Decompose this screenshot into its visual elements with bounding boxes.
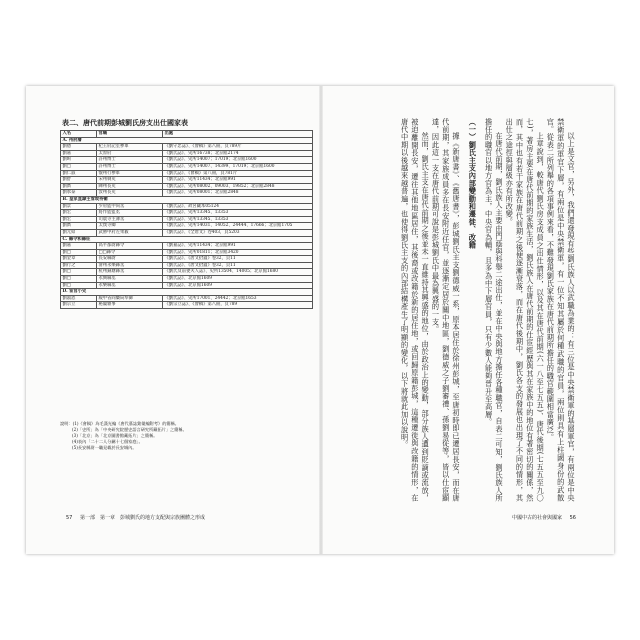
table-row <box>61 262 313 269</box>
cell-source: 《劉氏誌》、史所14031、14052、24444、17666；北京館1705 <box>163 223 313 230</box>
cell-office: 永樂縣丞 <box>97 282 163 289</box>
right-page-number: 56 <box>569 515 576 521</box>
table-body <box>61 137 313 308</box>
cell-office: 少府監中尚丞 <box>97 203 163 210</box>
cell-name: 劉昫 <box>61 157 97 164</box>
cell-source: 《劉守忠誌》、《會稿》第八冊，頁789片 <box>163 144 313 151</box>
cell-source: 《劉氏誌》、史所13345、13353 <box>163 210 313 217</box>
cell-office: 將作監監丞 <box>97 210 163 217</box>
table-row <box>61 190 313 197</box>
left-page-footer <box>60 514 205 521</box>
note-line: 說明：(1)《會稿》為毛漢光編《唐代墓誌銘彙編附考》的簡稱。 <box>60 421 179 426</box>
cell-source: 《劉氏及前妻夫人誌》、史所13504、14005；北京館1680 <box>163 269 313 276</box>
table-row <box>61 249 313 256</box>
note-line: (5)長安縣尉一職見載於長安城內。 <box>72 445 137 450</box>
cell-office: 殿中省尚藥局奉御 <box>97 295 163 302</box>
cell-source: 《劉氏誌》、故宮藏本05124 <box>163 203 313 210</box>
cell-source: 《劉氏誌》、北京館1609 <box>163 282 313 289</box>
cell-name: 劉景 <box>61 203 97 210</box>
body-paragraph: 據《新唐書》、《舊唐書》，彭城劉氏主支劉德威一系，原本居住於徐州彭城，至唐初時即已遷居長安，而在唐代前期，其家族成員多在長安附近任官，並逐漸定居於關中地區，劉德威之子劉審禮、孫劉易從等，皆以仕宦顯達，因此這一支在唐代前期可說是彭城劉氏中最為興盛的一支。 <box>431 118 462 502</box>
table-row <box>61 256 313 263</box>
cell-name: 劉濟 <box>61 183 97 190</box>
body-paragraph: 在唐代前期，劉氏族人主要由門蔭與科舉二途出仕，並在中央與地方擔任各種職官，自表二可知，劉氏族人所擔任的職官以地方官為主，中央官為輔，且多為中下層官員，只有少數人能夠晉升至高層。 <box>484 118 504 502</box>
cell-name: 劉德 <box>61 144 97 151</box>
cell-office: 長安縣尉 <box>97 256 163 263</box>
cell-name: 劉宏 <box>61 210 97 217</box>
table-row <box>61 170 313 177</box>
cell-office: 太原府 <box>97 150 163 157</box>
table-row <box>61 282 313 289</box>
table-category-label: A. 州府層 <box>61 137 313 144</box>
table-category-row <box>61 236 313 243</box>
cell-office: 秘閣雜事 <box>97 302 163 309</box>
cell-name: 劉淑恩 <box>61 295 97 302</box>
table-row <box>61 223 313 230</box>
cell-source: 《劉氏誌》、史所11434；北京館991 <box>163 177 313 184</box>
cell-source: 《劉氏誌》、史所16738；北京館2174 <box>163 150 313 157</box>
cell-office: 陳州長史 <box>97 183 163 190</box>
note-line: (3)「北京」為「北京圖書館藏拓片」之簡稱。 <box>72 433 158 438</box>
cell-source: 《劉氏誌》、史所14007、14399、17019；北京館1600 <box>163 163 313 170</box>
table-row <box>61 144 313 151</box>
cell-source: 《劉氏誌》、北京館1609 <box>163 276 313 283</box>
cell-name: 劉□ <box>61 282 97 289</box>
cell-name: 劉行之 <box>61 262 97 269</box>
cell-name: 劉元紹 <box>61 229 97 236</box>
table-row <box>61 216 313 223</box>
table-row <box>61 203 313 210</box>
cell-office: 許州博士 <box>97 163 163 170</box>
cell-office: 太僕寺卿 <box>97 223 163 230</box>
table-row <box>61 210 313 217</box>
table-row <box>61 243 313 250</box>
table-row <box>61 229 313 236</box>
cell-name: 劉宏 <box>61 216 97 223</box>
cell-source: 《劉氏誌》、史所08001；北京館2848 <box>163 190 313 197</box>
left-page-number: 57 <box>66 515 73 521</box>
table-category-row <box>61 196 313 203</box>
cell-office: 許州博士 <box>97 157 163 164</box>
cell-name: 劉□ <box>61 276 97 283</box>
body-paragraph: 然而，劉氏主支在唐代前期之後並未一直維持其興盛的地位，由於政治上的變動，部分族人遭到貶謫或流放，被迫離開長安，遷往其他地區居住，其後裔或改籍於新的居住地，或回歸原籍彭城，這種遷徙與改籍的情形，在唐代中期以後越來越普遍，也使得劉氏主支的內部結構產生了明顯的變化，以下將就此加以說明。 <box>400 118 431 502</box>
table-row <box>61 157 313 164</box>
table-row <box>61 269 313 276</box>
cell-name: 劉□ <box>61 249 97 256</box>
cell-source: 《劉氏誌》、史所08002、09003、19852；北京館2848 <box>163 183 313 190</box>
note-line: (4)表內「二十二人分屬十七個家庭」。 <box>72 439 143 444</box>
table-row <box>61 276 313 283</box>
cell-office: 滑州永樂縣丞 <box>97 262 163 269</box>
cell-office: 懷州行參軍 <box>97 170 163 177</box>
header-office: 官職 <box>97 131 163 138</box>
left-running-head: 第一部 第一章 彭城劉氏的地方支配與宗族團體之形成 <box>79 515 205 521</box>
cell-office: 司農寺主簿丞 <box>97 216 163 223</box>
cell-office: 宋州刺史 <box>97 177 163 184</box>
officials-table <box>60 130 313 309</box>
cell-office: 汝州長史 <box>97 190 163 197</box>
cell-name: 劉金章 <box>61 256 97 263</box>
table-row <box>61 183 313 190</box>
cell-name: 劉□ <box>61 269 97 276</box>
table-row <box>61 302 313 309</box>
cell-name: 劉濟 <box>61 223 97 230</box>
cell-name: 劉仁叡 <box>61 170 97 177</box>
body-paragraph: 以上是文官，另外，我們還發現有些劉氏族人以武職為業的：有三位是中央禁衛軍的基層軍官，有兩位是中央禁衛軍的軍官下層，有兩位是中央禁衛軍，有一位不知其屬於何種武職的官員，兩位則具有上柱國身份的武散官。從表二所列舉的各項事例來看，不難發現劉氏家族在唐代前期所擔任的職官範圍相當廣泛。 <box>546 118 576 502</box>
body-paragraph: 上章說到，較唐代劉氏房支成員之出仕情形，以及其在唐代前期(六一八至七五五)、唐代後期(七五五至九〇七)，著房主要在唐代前期的家族生活，劉氏族人在唐代前期的仕宦經歷與其在家族中的地位有著密切的關係，然而，其中也有若干家族在唐代前期之後便逐漸衰落，而在唐代後期中，劉氏各支的發展也出現了不同的情形，其出仕之途徑與層級亦有所改變。 <box>505 118 546 502</box>
cell-office: 高平都尉縣令 <box>97 243 163 250</box>
cell-source: 《劉氏誌》、史所01811；北京館3420 <box>163 249 313 256</box>
table-title: 表二、唐代前期彭城劉氏房支出仕國家表 <box>62 118 188 127</box>
table-category-row <box>61 137 313 144</box>
table-notes <box>60 421 315 451</box>
table-row <box>61 163 313 170</box>
book-gutter <box>319 86 323 554</box>
cell-source: 《劉氏誌》、史所13345、13353 <box>163 216 313 223</box>
cell-name: 劉承泰 <box>61 190 97 197</box>
cell-source: 《劉氏誌》、《全唐文》卷403，頁5203 <box>163 229 313 236</box>
table-header-row <box>61 131 313 138</box>
cell-source: 《劉氏誌》、《唐文拾遺》卷32，頁11 <box>163 256 313 263</box>
note-line: (2)「史所」為「中央研究院歷史語言研究所藏拓片」之簡稱。 <box>72 427 187 432</box>
table-category-label: C. 縣令和縣佐 <box>61 236 313 243</box>
right-page-footer <box>512 514 582 521</box>
right-page-body <box>344 118 576 502</box>
header-name: 人名 <box>61 131 97 138</box>
cell-office: □□縣令 <box>97 249 163 256</box>
cell-name: 劉宗立 <box>61 302 97 309</box>
cell-source: 《劉嘉誌》、史所11434；北京館991 <box>163 243 313 250</box>
right-running-head: 中國中古的社會與國家 <box>512 515 563 521</box>
table-row <box>61 150 313 157</box>
cell-office: 武勝中府左果毅 <box>97 229 163 236</box>
cell-source: 《劉氏誌》、《唐文拾遺》卷32，頁11 <box>163 262 313 269</box>
header-source: 出處 <box>163 131 313 138</box>
cell-source: 《劉宗立誌》、《會稿》第八冊，頁789 <box>163 302 313 309</box>
table-category-row <box>61 289 313 296</box>
cell-office: 杭州錢塘縣丞 <box>97 269 163 276</box>
table-row <box>61 177 313 184</box>
book-spread <box>26 86 614 554</box>
cell-office: 永興縣丞 <box>97 276 163 283</box>
section-heading: （一）劉氏主支內部變動和遷徙、改籍 <box>468 118 478 249</box>
cell-name: 劉嘉 <box>61 243 97 250</box>
cell-source: 《劉氏誌》、《會稿》第八冊，頁781片 <box>163 170 313 177</box>
table-category-label: D. 宦官小史 <box>61 289 313 296</box>
cell-source: 《劉氏誌》、史所17001、24442；北京館1653 <box>163 295 313 302</box>
cell-name: 劉嘉 <box>61 150 97 157</box>
table-category-label: B. 皇家直隸主管或侍衛 <box>61 196 313 203</box>
cell-office: 杞王府記室參軍 <box>97 144 163 151</box>
table-row <box>61 295 313 302</box>
cell-name: 劉舒 <box>61 177 97 184</box>
cell-name: 劉□ <box>61 163 97 170</box>
cell-source: 《劉氏誌》、史所14007；17019；北京館1600 <box>163 157 313 164</box>
